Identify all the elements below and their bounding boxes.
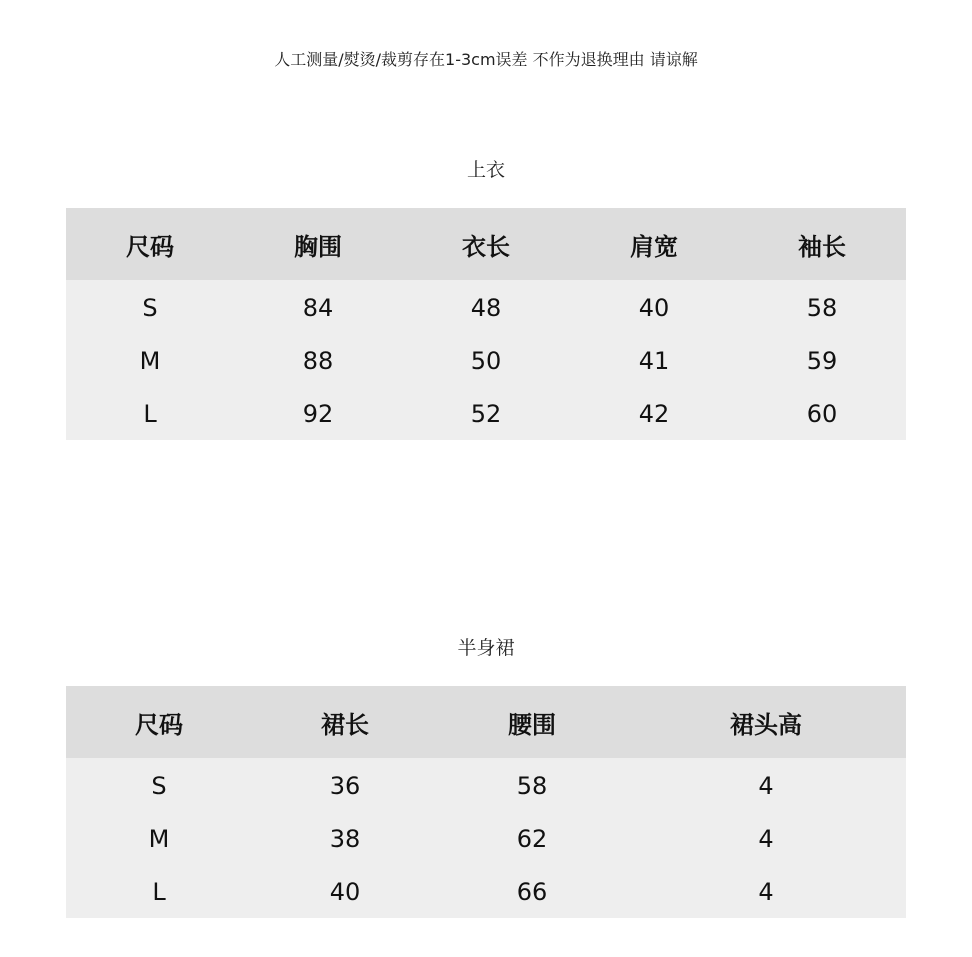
- cell-waistband-height: 4: [758, 825, 774, 853]
- cell-chest: 88: [302, 347, 334, 375]
- table-header-row: [66, 686, 906, 758]
- header-size: 尺码: [126, 232, 174, 261]
- table-header-row: [66, 208, 906, 280]
- header-length: 衣长: [462, 232, 510, 261]
- cell-waist: 62: [516, 825, 548, 853]
- cell-waist: 58: [516, 772, 548, 800]
- table-row: [66, 812, 906, 866]
- header-sleeve: 袖长: [798, 232, 846, 261]
- cell-sleeve: 59: [806, 347, 838, 375]
- header-waistband-height: 裙头高: [730, 710, 802, 739]
- cell-shoulder: 40: [638, 294, 670, 322]
- top-size-table: [66, 208, 906, 440]
- skirt-table-title: 半身裙: [457, 637, 515, 659]
- cell-size: S: [142, 294, 158, 322]
- cell-length: 50: [470, 347, 502, 375]
- table-row: [66, 758, 906, 812]
- table-row: [66, 866, 906, 918]
- cell-chest: 92: [302, 400, 334, 428]
- cell-sleeve: 60: [806, 400, 838, 428]
- header-shoulder: 肩宽: [630, 232, 678, 261]
- header-skirt-length: 裙长: [321, 710, 369, 739]
- header-size: 尺码: [135, 710, 183, 739]
- cell-shoulder: 41: [638, 347, 670, 375]
- cell-chest: 84: [302, 294, 334, 322]
- cell-size: L: [152, 878, 166, 906]
- measurement-notice: 人工测量/熨烫/裁剪存在1-3cm误差 不作为退换理由 请谅解: [274, 50, 698, 69]
- cell-waistband-height: 4: [758, 878, 774, 906]
- cell-sleeve: 58: [806, 294, 838, 322]
- header-waist: 腰围: [508, 710, 556, 739]
- cell-length: 48: [470, 294, 502, 322]
- cell-size: S: [151, 772, 167, 800]
- skirt-size-table: [66, 686, 906, 918]
- cell-size: L: [143, 400, 157, 428]
- cell-skirt-length: 36: [329, 772, 361, 800]
- table-row: [66, 280, 906, 334]
- cell-waist: 66: [516, 878, 548, 906]
- cell-waistband-height: 4: [758, 772, 774, 800]
- table-row: [66, 334, 906, 388]
- header-chest: 胸围: [294, 232, 342, 261]
- cell-length: 52: [470, 400, 502, 428]
- cell-skirt-length: 38: [329, 825, 361, 853]
- cell-shoulder: 42: [638, 400, 670, 428]
- top-table-title: 上衣: [466, 159, 505, 181]
- cell-size: M: [139, 347, 161, 375]
- cell-skirt-length: 40: [329, 878, 361, 906]
- table-row: [66, 388, 906, 440]
- cell-size: M: [148, 825, 170, 853]
